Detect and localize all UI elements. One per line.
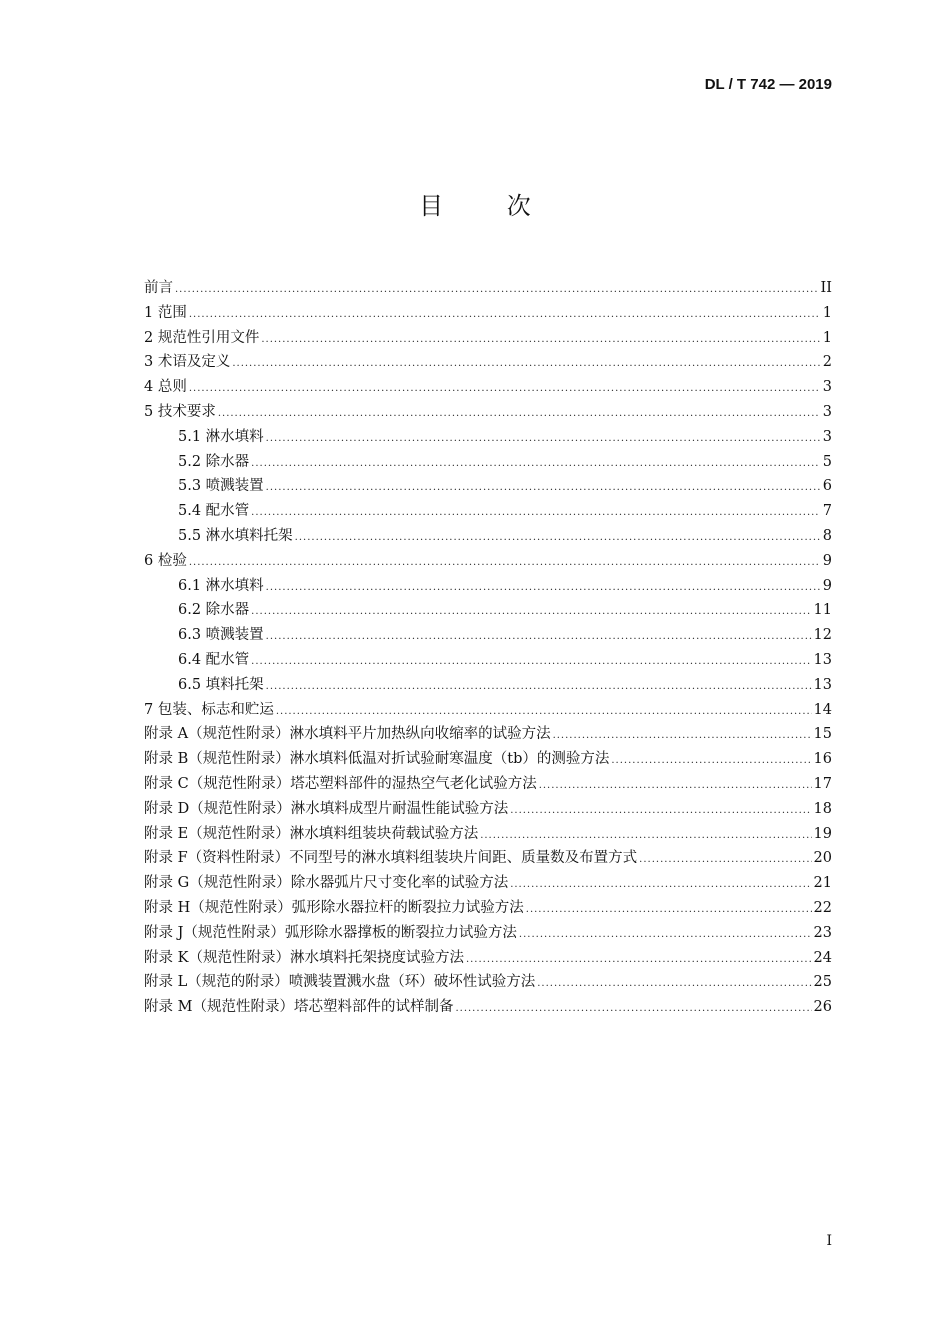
toc-entry-title: 6.2 除水器 <box>178 602 250 619</box>
toc-entry-page: 17 <box>813 775 832 792</box>
toc-entry-title: 附录 K（规范性附录）淋水填料托架挠度试验方法 <box>144 949 464 966</box>
toc-entry-page: 24 <box>813 949 832 966</box>
toc-leader-dots <box>266 576 820 601</box>
toc-leader-dots <box>539 774 812 799</box>
toc-entry[interactable] <box>144 921 832 946</box>
toc-leader-dots <box>266 427 820 452</box>
toc-leader-dots <box>218 402 820 427</box>
toc-entry-title: 附录 A（规范性附录）淋水填料平片加热纵向收缩率的试验方法 <box>144 726 551 743</box>
page-title: 目 次 <box>419 192 559 220</box>
toc-entry[interactable] <box>144 648 832 673</box>
toc-entry-page: 23 <box>813 924 832 941</box>
toc-entry-page: 5 <box>822 453 832 470</box>
toc-entry-page: 26 <box>813 999 832 1016</box>
toc-leader-dots <box>266 476 820 501</box>
toc-entry-page: 9 <box>822 552 832 569</box>
toc-leader-dots <box>189 303 820 328</box>
toc-entry[interactable] <box>144 524 832 549</box>
toc-entry-page: 9 <box>822 577 832 594</box>
toc-entry-page: 13 <box>813 651 832 668</box>
toc-leader-dots <box>266 625 812 650</box>
table-of-contents <box>144 276 832 1020</box>
toc-entry[interactable] <box>144 375 832 400</box>
toc-entry-title: 附录 J（规范性附录）弧形除水器撑板的断裂拉力试验方法 <box>144 924 517 941</box>
toc-leader-dots <box>519 923 812 948</box>
toc-leader-dots <box>251 600 811 625</box>
toc-entry-page: 16 <box>813 751 832 768</box>
toc-entry-page: 1 <box>822 304 832 321</box>
toc-entry[interactable] <box>144 623 832 648</box>
toc-leader-dots <box>189 551 820 576</box>
toc-leader-dots <box>466 948 812 973</box>
toc-entry[interactable] <box>144 499 832 524</box>
toc-leader-dots <box>266 675 812 700</box>
toc-entry-title: 4 总则 <box>144 379 187 396</box>
toc-entry-title: 附录 G（规范性附录）除水器弧片尺寸变化率的试验方法 <box>144 875 509 892</box>
toc-entry-title: 5.4 配水管 <box>178 503 250 520</box>
toc-entry[interactable] <box>144 425 832 450</box>
toc-leader-dots <box>295 526 820 551</box>
toc-entry-title: 6.1 淋水填料 <box>178 577 264 594</box>
toc-entry-title: 附录 C（规范性附录）塔芯塑料部件的湿热空气老化试验方法 <box>144 775 537 792</box>
toc-leader-dots <box>261 328 820 353</box>
toc-entry-title: 附录 B（规范性附录）淋水填料低温对折试验耐寒温度（tb）的测验方法 <box>144 751 610 768</box>
toc-entry[interactable] <box>144 549 832 574</box>
toc-entry-title: 2 规范性引用文件 <box>144 329 260 346</box>
toc-entry[interactable] <box>144 673 832 698</box>
toc-entry-page: 22 <box>813 899 832 916</box>
toc-entry[interactable] <box>144 276 832 301</box>
page-number: I <box>826 1233 832 1249</box>
toc-entry-title: 附录 E（规范性附录）淋水填料组装块荷载试验方法 <box>144 825 479 842</box>
toc-entry-page: 15 <box>813 726 832 743</box>
toc-leader-dots <box>175 278 819 303</box>
toc-entry-title: 6.3 喷溅装置 <box>178 627 264 644</box>
toc-leader-dots <box>611 749 811 774</box>
toc-entry[interactable] <box>144 400 832 425</box>
toc-leader-dots <box>232 352 820 377</box>
toc-leader-dots <box>639 848 811 873</box>
toc-entry[interactable] <box>144 846 832 871</box>
toc-entry-title: 6.4 配水管 <box>178 651 250 668</box>
toc-entry-page: II <box>820 280 832 296</box>
toc-entry[interactable] <box>144 822 832 847</box>
toc-leader-dots <box>510 873 811 898</box>
toc-entry-page: 21 <box>813 875 832 892</box>
toc-entry-page: 1 <box>822 329 832 346</box>
toc-leader-dots <box>251 650 811 675</box>
toc-entry-page: 2 <box>822 354 832 371</box>
toc-entry[interactable] <box>144 698 832 723</box>
toc-entry-title: 6.5 填料托架 <box>178 676 264 693</box>
toc-entry-page: 3 <box>822 379 832 396</box>
toc-leader-dots <box>189 377 820 402</box>
toc-entry[interactable] <box>144 970 832 995</box>
toc-entry-page: 6 <box>822 478 832 495</box>
toc-entry[interactable] <box>144 896 832 921</box>
toc-entry[interactable] <box>144 772 832 797</box>
toc-leader-dots <box>510 799 811 824</box>
toc-entry-title: 6 检验 <box>144 552 187 569</box>
toc-entry[interactable] <box>144 871 832 896</box>
toc-entry-page: 11 <box>813 602 832 619</box>
toc-entry-title: 附录 F（资料性附录）不同型号的淋水填料组装块片间距、质量数及布置方式 <box>144 850 638 867</box>
toc-entry[interactable] <box>144 797 832 822</box>
toc-entry[interactable] <box>144 326 832 351</box>
toc-entry-title: 7 包装、标志和贮运 <box>144 701 274 718</box>
toc-leader-dots <box>455 997 811 1022</box>
toc-leader-dots <box>276 700 812 725</box>
toc-entry-title: 5.3 喷溅装置 <box>178 478 264 495</box>
toc-entry-title: 前言 <box>144 280 173 296</box>
toc-entry-page: 25 <box>813 974 832 991</box>
toc-entry-page: 13 <box>813 676 832 693</box>
toc-entry[interactable] <box>144 450 832 475</box>
toc-leader-dots <box>251 452 820 477</box>
toc-entry[interactable] <box>144 301 832 326</box>
toc-entry-page: 7 <box>822 503 832 520</box>
document-code: DL / T 742 — 2019 <box>704 76 832 93</box>
toc-leader-dots <box>251 501 820 526</box>
toc-entry-title: 5 技术要求 <box>144 403 216 420</box>
toc-entry-title: 附录 D（规范性附录）淋水填料成型片耐温性能试验方法 <box>144 800 509 817</box>
toc-entry[interactable] <box>144 598 832 623</box>
toc-entry[interactable] <box>144 350 832 375</box>
toc-entry-title: 5.5 淋水填料托架 <box>178 527 293 544</box>
toc-entry-page: 20 <box>813 850 832 867</box>
toc-entry-title: 3 术语及定义 <box>144 354 231 371</box>
toc-entry-page: 3 <box>822 428 832 445</box>
toc-entry[interactable] <box>144 946 832 971</box>
toc-entry[interactable] <box>144 574 832 599</box>
toc-entry[interactable] <box>144 474 832 499</box>
toc-leader-dots <box>537 972 811 997</box>
toc-entry[interactable] <box>144 722 832 747</box>
toc-leader-dots <box>480 824 811 849</box>
toc-entry-title: 附录 H（规范性附录）弧形除水器拉杆的断裂拉力试验方法 <box>144 899 524 916</box>
toc-entry-title: 附录 L（规范的附录）喷溅装置溅水盘（环）破坏性试验方法 <box>144 974 536 991</box>
toc-entry-page: 14 <box>813 701 832 718</box>
toc-entry-title: 5.1 淋水填料 <box>178 428 264 445</box>
toc-entry[interactable] <box>144 747 832 772</box>
toc-entry-title: 附录 M（规范性附录）塔芯塑料部件的试样制备 <box>144 999 454 1016</box>
toc-entry-page: 12 <box>813 627 832 644</box>
toc-entry-page: 19 <box>813 825 832 842</box>
toc-leader-dots <box>553 724 812 749</box>
toc-entry-title: 1 范围 <box>144 304 187 321</box>
toc-entry-page: 8 <box>822 527 832 544</box>
toc-entry-page: 3 <box>822 403 832 420</box>
toc-entry-title: 5.2 除水器 <box>178 453 250 470</box>
toc-leader-dots <box>526 898 812 923</box>
toc-entry[interactable] <box>144 995 832 1020</box>
toc-entry-page: 18 <box>813 800 832 817</box>
